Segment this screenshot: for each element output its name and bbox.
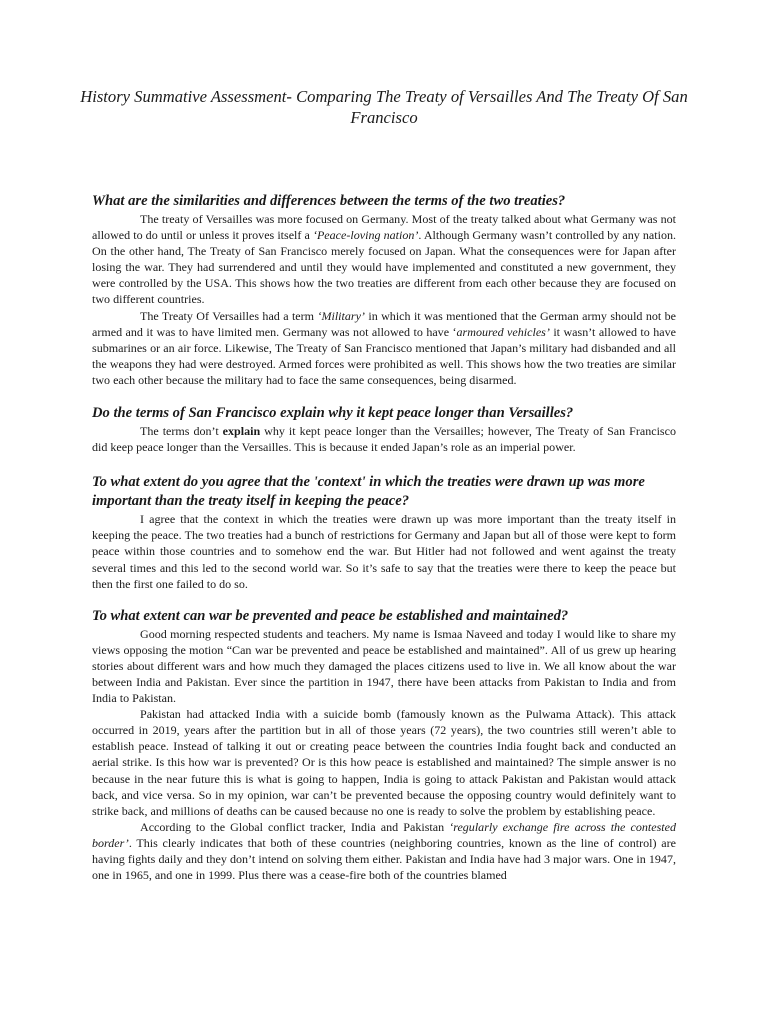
- text-run: Pakistan had attacked India with a suicide bomb (famously known as the Pulwama Attack). This attack occurred in 2019, years after the partition but in all of those years (72 years), the two countries still weren’t able to establish peace. Instead of talking it out or creating peace between the countries India fought back and conducted an aerial strike. Is this how war is prevented? Or is this how peace is established and maintained? The simple answer is no because in the near future this is what is going to happen, India is going to attack Pakistan and Pakistan would attack back, and vice versa. So in my opinion, war can’t be prevented because the opposing country would definitely want to strike back, and millions of deaths can be caused because no one is ready to solve the problem by establishing peace.: [92, 707, 676, 818]
- text-run: it wasn’t allowed to have submarines or an air force. Likewise, The Treaty of San Francisco mentioned that Japan’s military had disbanded and all the weapons they had were destroyed. Armed forces were prohibited as well. This shows how the two treaties are similar two each other because the military had to face the same consequences, being disarmed.: [92, 324, 676, 387]
- body-paragraph: [92, 308, 676, 388]
- body-paragraph: [92, 211, 676, 308]
- text-run: in which it was mentioned that the German army should not be armed and it was to have limited men. Germany was not allowed to have ‘: [92, 308, 677, 339]
- section-context-importance: [92, 473, 676, 591]
- section-heading: Do the terms of San Francisco explain why it kept peace longer than Versailles?: [92, 405, 574, 422]
- text-run: The Treaty Of Versailles had a term: [140, 308, 318, 323]
- section-heading: What are the similarities and differences between the terms of the two treaties?: [92, 193, 566, 209]
- text-run: The terms don’t: [140, 424, 223, 439]
- text-run: I agree that the context in which the treaties were drawn up was more important than the treaty itself in keeping the peace. The two treaties had a bunch of restrictions for Germany and Japan but all of those were kept to form peace within those countries and to somehow end the war. But Hitler had not followed and went against the treaty several times and this led to the second world war. So it’s safe to say that the treaties were there to keep the peace but then the first one failed to do so.: [92, 512, 676, 591]
- page-title: History Summative Assessment- Comparing The Treaty of Versailles And The Treaty Of San Francisco: [80, 87, 688, 127]
- text-run: The treaty of Versailles was more focused on Germany. Most of the treaty talked about what Germany was not allowed to do until or unless it proves itself a: [92, 212, 676, 243]
- italic-run: armoured vehicles’: [456, 324, 550, 339]
- bold-run: explain: [222, 424, 261, 439]
- section-similarities-differences: [92, 192, 676, 388]
- text-run: . Although Germany wasn’t controlled by any nation. On the other hand, The Treaty of San Francisco merely focused on Japan. What the consequences were for Japan after losing the war. They had surrendered and until they would have implemented and constituted a new government, they were controlled by the USA. This shows how the two treaties are different from each other because they are focused on two different countries.: [92, 228, 676, 307]
- section-heading: To what extent do you agree that the 'context' in which the treaties were drawn up was more important than the treaty itself in keeping the peace?: [92, 474, 645, 510]
- text-run: why it kept peace longer than the Versailles; however, The Treaty of San Francisco did keep peace longer than the Versailles. This is because it ended Japan’s role as an imperial power.: [92, 424, 676, 455]
- section-war-prevention: [92, 607, 676, 884]
- body-paragraph: [92, 511, 676, 591]
- text-run: Good morning respected students and teachers. My name is Ismaa Naveed and today I would like to share my views opposing the motion “Can war be prevented and peace be established and maintained”. All of us grew up hearing stories about different wars and how much they damaged the places citizens used to live in. We all know about the war between India and Pakistan. Ever since the partition in 1947, there have been attacks from Pakistan to India and from India to Pakistan.: [92, 626, 676, 706]
- text-run: According to the Global conflict tracker, India and Pakistan: [140, 819, 450, 834]
- document-body: [92, 192, 676, 883]
- italic-run: ‘regularly exchange fire across the contested border’: [92, 819, 676, 850]
- text-run: . This clearly indicates that both of these countries (neighboring countries, known as the line of control) are having fights daily and they don’t intend on solving them either. Pakistan and India have had 3 major wars. One in 1947, one in 1965, and one in 1999. Plus there was a cease-fire both of the countries blamed: [92, 835, 676, 883]
- section-san-francisco-peace: [92, 404, 676, 455]
- section-heading: To what extent can war be prevented and peace be established and maintained?: [92, 607, 569, 624]
- body-paragraph: [92, 819, 676, 883]
- body-paragraph: [92, 706, 676, 819]
- italic-run: ‘Military’: [317, 308, 365, 323]
- italic-run: ‘Peace-loving nation’: [312, 228, 419, 243]
- body-paragraph: [92, 626, 676, 706]
- body-paragraph: [92, 423, 676, 455]
